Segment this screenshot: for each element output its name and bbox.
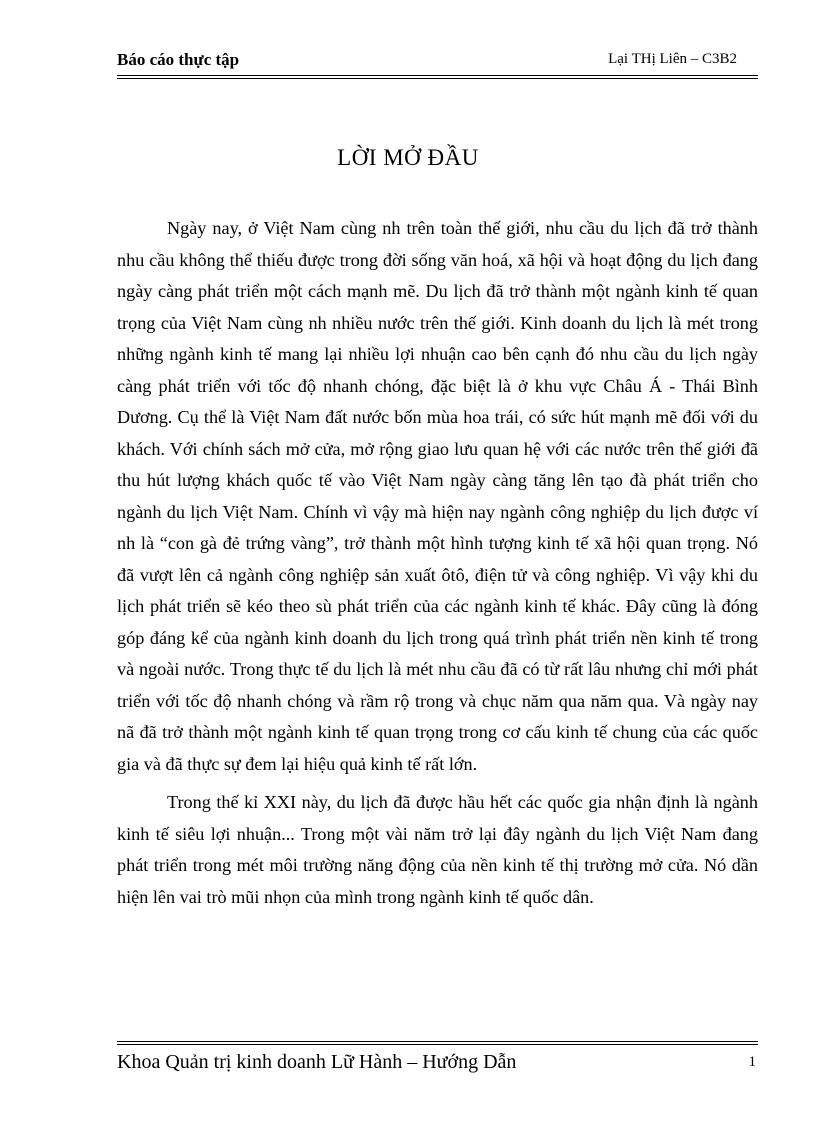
author-label: Lại THị Liên – C3B2 (608, 51, 737, 67)
footer-rule-bottom (117, 1044, 758, 1045)
body-text (117, 213, 758, 913)
page-number: 1 (748, 1054, 756, 1070)
page-title: LỜI MỞ ĐẦU (337, 145, 479, 170)
footer-rule-top (117, 1041, 758, 1042)
paragraph-1: Ngày nay, ở Việt Nam cùng nh trên toàn thế giới, nhu cầu du lịch đã trở thành nhu cầu không thể thiếu được trong đời sống văn hoá, xã hội và hoạt động du lịch đang ngày càng phát triển một cách mạnh mẽ. Du lịch đã trở thành một ngành kinh tế quan trọng của Việt Nam cùng nh nhiều nước trên thế giới. Kinh doanh du lịch là mét trong những ngành kinh tế mang lại nhiều lợi nhuận cao bên cạnh đó nhu cầu du lịch ngày càng phát triển với tốc độ nhanh chóng, đặc biệt là ở khu vực Châu Á - Thái Bình Dương. Cụ thể là Việt Nam đất nước bốn mùa hoa trái, có sức hút mạnh mẽ đối với du khách. Với chính sách mở cửa, mở rộng giao lưu quan hệ với các nước trên thế giới đã thu hút lượng khách quốc tế vào Việt Nam ngày càng tăng lên tạo đà phát triển cho ngành du lịch Việt Nam. Chính vì vậy mà hiện nay ngành công nghiệp du lịch được ví nh là “con gà đẻ trứng vàng”, trở thành một hình tượng kinh tế xã hội quan trọng. Nó đã vượt lên cả ngành công nghiệp sản xuất ôtô, điện tử và công nghiệp. Vì vậy khi du lịch phát triển sẽ kéo theo sù phát triển của các ngành kinh tế khác. Đây cũng là đóng góp đáng kể của ngành kinh doanh du lịch trong quá trình phát triển nền kinh tế trong và ngoài nước. Trong thực tế du lịch là mét nhu cầu đã có từ rất lâu nhưng chỉ mới phát triển với tốc độ nhanh chóng và rầm rộ trong và chục năm qua năm qua. Và ngày nay nã đã trở thành một ngành kinh tế quan trọng trong cơ cấu kinh tế chung của các quốc gia và đã thực sự đem lại hiệu quả kinh tế rất lớn. (117, 218, 758, 774)
page-header (117, 50, 737, 72)
report-label: Báo cáo thực tập (117, 50, 240, 69)
faculty-label: Khoa Quản trị kinh doanh Lữ Hành – Hướng Dẫn (117, 1051, 517, 1073)
header-rule-bottom (117, 78, 758, 79)
paragraph-2: Trong thế kỉ XXI này, du lịch đã được hầu hết các quốc gia nhận định là ngành kinh tế siêu lợi nhuận... Trong một vài năm trở lại đây ngành du lịch Việt Nam đang phát triển trong mét môi trường năng động của nền kinh tế thị trường mở cửa. Nó dần hiện lên vai trò mũi nhọn của mình trong ngành kinh tế quốc dân. (117, 792, 758, 907)
header-rule-top (117, 75, 758, 76)
page-footer (117, 1051, 758, 1075)
